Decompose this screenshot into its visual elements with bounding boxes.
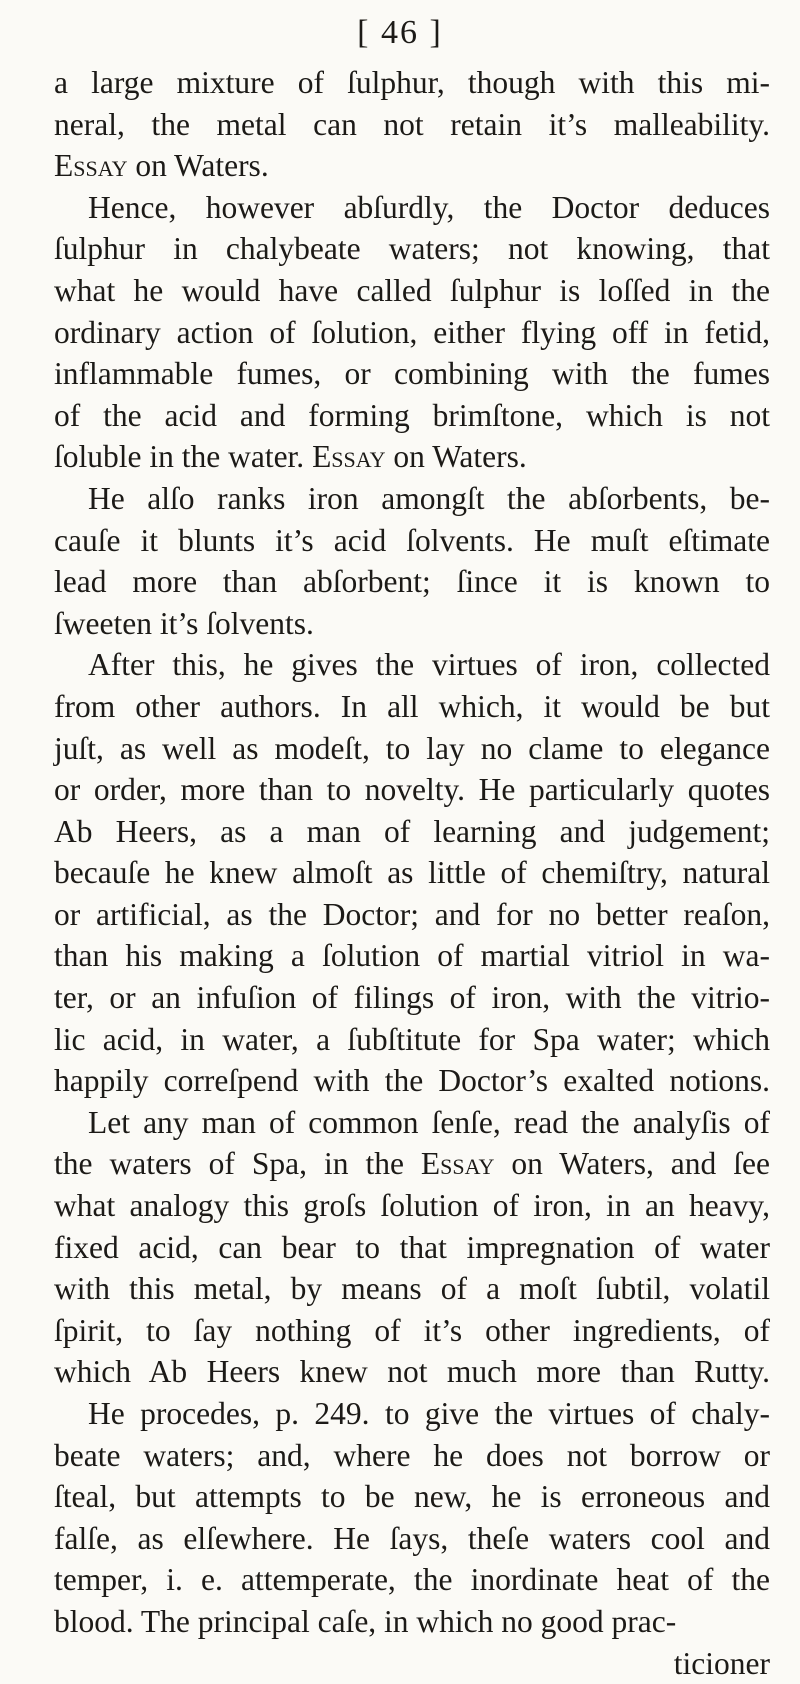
- text-line: neral, the metal can not retain it’s malleability.: [54, 106, 770, 142]
- text-line: ticioner: [673, 1645, 770, 1681]
- text-line: ſulphur in chalybeate waters; not knowing, that: [54, 231, 770, 267]
- text-line: blood. The principal caſe, in which no good prac-: [54, 1603, 677, 1639]
- text-line: what he would have called ſulphur is loſſed in the: [54, 272, 770, 308]
- page-text: [54, 62, 770, 1684]
- text-line: or order, more than to novelty. He particularly quotes: [54, 772, 770, 808]
- text-line: fixed acid, can bear to that impregnation of water: [54, 1229, 770, 1265]
- text-line: happily correſpend with the Doctor’s exalted notions.: [54, 1063, 770, 1099]
- text-line: inflammable fumes, or combining with the fumes: [54, 356, 770, 392]
- text-line: Ab Heers, as a man of learning and judgement;: [54, 813, 770, 849]
- text-line: Hence, however abſurdly, the Doctor deduces: [88, 189, 770, 225]
- text-line: After this, he gives the virtues of iron, collected: [88, 647, 770, 683]
- text-line: ter, or an infuſion of filings of iron, with the vitrio-: [54, 980, 770, 1016]
- text-line: lead more than abſorbent; ſince it is known to: [54, 564, 770, 600]
- text-line: ſpirit, to ſay nothing of it’s other ingredients, of: [54, 1312, 770, 1348]
- text-line: with this metal, by means of a moſt ſubtil, volatil: [54, 1271, 770, 1307]
- text-line: falſe, as elſewhere. He ſays, theſe waters cool and: [54, 1520, 770, 1556]
- text-line: cauſe it blunts it’s acid ſolvents. He muſt eſtimate: [54, 522, 770, 558]
- text-line: than his making a ſolution of martial vitriol in wa-: [54, 938, 770, 974]
- text-line: He alſo ranks iron amongſt the abſorbents, be-: [88, 480, 770, 516]
- text-line: ordinary action of ſolution, either flying off in fetid,: [54, 314, 770, 350]
- text-line: what analogy this groſs ſolution of iron, in an heavy,: [54, 1188, 770, 1224]
- text-line: juſt, as well as modeſt, to lay no clame to elegance: [54, 730, 770, 766]
- text-line: beate waters; and, where he does not borrow or: [54, 1437, 770, 1473]
- text-line: a large mixture of ſulphur, though with this mi-: [54, 65, 770, 100]
- text-line: the waters of Spa, in the Essay on Waters, and ſee: [54, 1146, 770, 1182]
- page-number: [ 46 ]: [357, 14, 443, 51]
- text-line: Let any man of common ſenſe, read the analyſis of: [88, 1104, 770, 1140]
- text-line: becauſe he knew almoſt as little of chemiſtry, natural: [54, 855, 770, 891]
- text-line: Essay on Waters.: [54, 148, 269, 184]
- text-line: lic acid, in water, a ſubſtitute for Spa water; which: [54, 1021, 770, 1057]
- text-line: ſteal, but attempts to be new, he is erroneous and: [54, 1479, 770, 1515]
- text-line: which Ab Heers knew not much more than Rutty.: [54, 1354, 770, 1390]
- text-line: He procedes, p. 249. to give the virtues of chaly-: [88, 1396, 770, 1431]
- text-line: of the acid and forming brimſtone, which is not: [54, 397, 770, 433]
- text-line: ſoluble in the water. Essay on Waters.: [54, 439, 527, 475]
- text-line: temper, i. e. attemperate, the inordinate heat of the: [54, 1562, 770, 1598]
- text-line: or artificial, as the Doctor; and for no better reaſon,: [54, 896, 770, 932]
- text-line: from other authors. In all which, it would be but: [54, 688, 770, 724]
- text-line: ſweeten it’s ſolvents.: [54, 605, 314, 641]
